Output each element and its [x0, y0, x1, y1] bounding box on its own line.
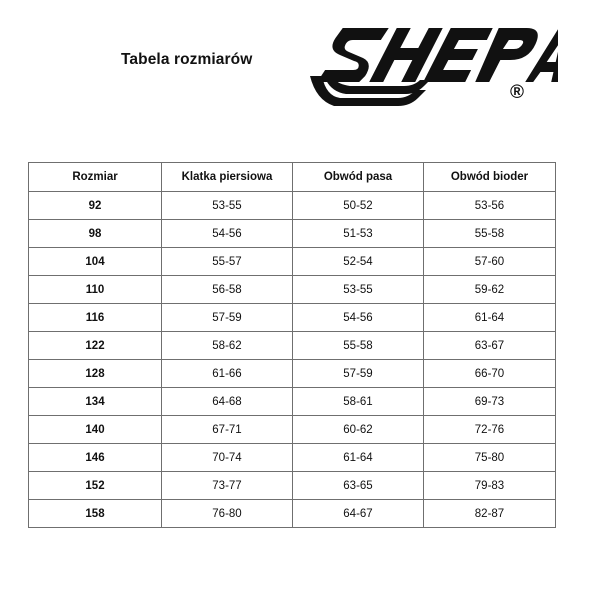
cell-size: 110 [29, 276, 162, 304]
cell-chest: 55-57 [162, 248, 293, 276]
cell-chest: 58-62 [162, 332, 293, 360]
table-row [29, 360, 556, 388]
cell-hips: 75-80 [424, 444, 556, 472]
cell-waist: 57-59 [293, 360, 424, 388]
table-row [29, 388, 556, 416]
cell-size: 152 [29, 472, 162, 500]
cell-chest: 70-74 [162, 444, 293, 472]
cell-hips: 82-87 [424, 500, 556, 528]
header-waist: Obwód pasa [293, 163, 424, 192]
header-size: Rozmiar [29, 163, 162, 192]
table-header [29, 163, 556, 192]
cell-chest: 53-55 [162, 192, 293, 220]
shepa-logo [306, 18, 558, 122]
cell-chest: 67-71 [162, 416, 293, 444]
header-hips: Obwód bioder [424, 163, 556, 192]
cell-waist: 52-54 [293, 248, 424, 276]
table-row [29, 220, 556, 248]
cell-size: 116 [29, 304, 162, 332]
cell-chest: 57-59 [162, 304, 293, 332]
cell-size: 92 [29, 192, 162, 220]
cell-hips: 66-70 [424, 360, 556, 388]
table-row [29, 304, 556, 332]
header-chest: Klatka piersiowa [162, 163, 293, 192]
cell-chest: 73-77 [162, 472, 293, 500]
cell-waist: 63-65 [293, 472, 424, 500]
table-row [29, 444, 556, 472]
size-chart-table [28, 162, 556, 528]
cell-chest: 61-66 [162, 360, 293, 388]
cell-chest: 64-68 [162, 388, 293, 416]
cell-hips: 69-73 [424, 388, 556, 416]
cell-size: 140 [29, 416, 162, 444]
cell-hips: 57-60 [424, 248, 556, 276]
table-row [29, 248, 556, 276]
cell-size: 128 [29, 360, 162, 388]
cell-hips: 59-62 [424, 276, 556, 304]
table-row [29, 332, 556, 360]
table-row [29, 500, 556, 528]
table-row [29, 192, 556, 220]
cell-waist: 61-64 [293, 444, 424, 472]
cell-hips: 79-83 [424, 472, 556, 500]
table-row [29, 276, 556, 304]
cell-hips: 63-67 [424, 332, 556, 360]
cell-chest: 54-56 [162, 220, 293, 248]
cell-size: 134 [29, 388, 162, 416]
cell-waist: 60-62 [293, 416, 424, 444]
cell-hips: 61-64 [424, 304, 556, 332]
cell-size: 98 [29, 220, 162, 248]
cell-chest: 76-80 [162, 500, 293, 528]
cell-waist: 64-67 [293, 500, 424, 528]
cell-hips: 55-58 [424, 220, 556, 248]
page-title: Tabela rozmiarów [121, 51, 253, 68]
cell-size: 122 [29, 332, 162, 360]
cell-size: 146 [29, 444, 162, 472]
cell-size: 158 [29, 500, 162, 528]
header-row [29, 163, 556, 192]
cell-hips: 53-56 [424, 192, 556, 220]
cell-waist: 53-55 [293, 276, 424, 304]
cell-size: 104 [29, 248, 162, 276]
table-row [29, 472, 556, 500]
table-body [29, 192, 556, 528]
cell-waist: 55-58 [293, 332, 424, 360]
cell-hips: 72-76 [424, 416, 556, 444]
registered-mark: ® [510, 82, 524, 103]
cell-chest: 56-58 [162, 276, 293, 304]
cell-waist: 58-61 [293, 388, 424, 416]
cell-waist: 50-52 [293, 192, 424, 220]
table-row [29, 416, 556, 444]
cell-waist: 54-56 [293, 304, 424, 332]
cell-waist: 51-53 [293, 220, 424, 248]
